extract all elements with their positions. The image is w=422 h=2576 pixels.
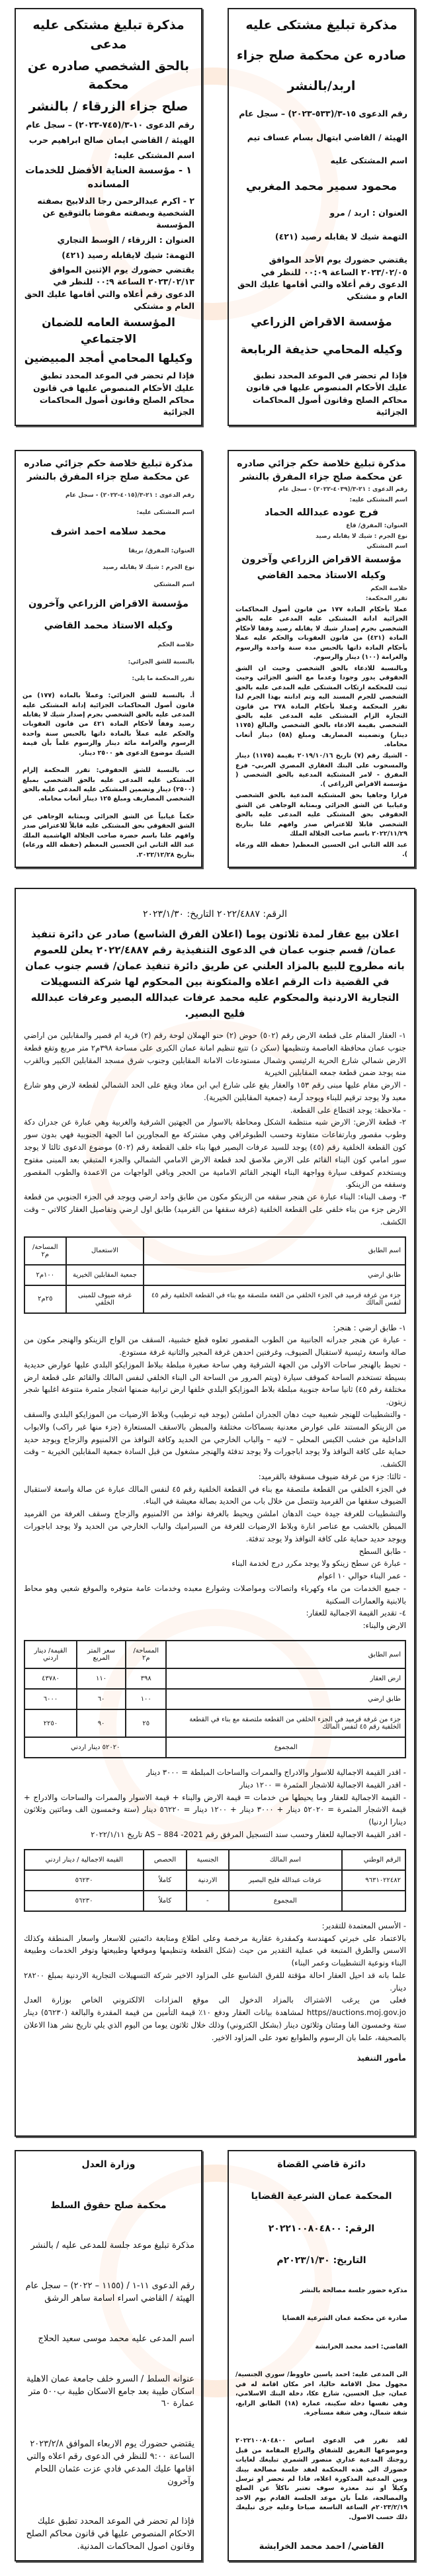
auction-paragraph: ٤- تقدير القيمة الاجمالية للعقار: — [306, 1608, 406, 1618]
notice-text: التهمة: شيك لايقابله رصيد (٤٢١) — [62, 249, 194, 260]
table-row — [24, 1891, 405, 1911]
notice-text: فإذا لم تحضر في الموعد المحدد تطبق عليك الأحكام المنصوص عليها في قانون محاكم الصلح وقانون أصول المحاكمات الجزائية — [246, 370, 407, 417]
auction-paragraph: ١- طابق ارضي : هنجر: — [333, 1322, 406, 1332]
notice-text: العنوان: المفرق/ قاع — [346, 522, 407, 529]
table-row — [24, 1689, 405, 1709]
notice-text: نوع الجرم : شيك لا يقابله رصيد — [103, 564, 194, 572]
notice-text: رقم الدعوى : ٢١-٣/(٤٠٣٩-٢٠٢٢) - سجل عام — [278, 486, 407, 493]
table-cell: كاملاً — [144, 1891, 187, 1911]
party-name: وكيلها المحامي أمجد المبيضين — [24, 352, 193, 366]
table-cell: سعر المتر المربع — [77, 1641, 126, 1668]
notice-text: دائرة قاضي القضاة — [277, 2159, 366, 2170]
table-row — [24, 1265, 405, 1285]
party-name: المؤسسة العامه للضمان الاجتماعي — [42, 316, 175, 347]
table-cell: ارض العقار — [166, 1668, 405, 1689]
table-cell: طابق ارضي — [144, 1265, 405, 1285]
table-header-row — [24, 1850, 405, 1870]
notice-title-line: صادره عن محكمة صلح جزاء — [236, 48, 407, 64]
party-name: مؤسسة الاقراض الزراعي — [251, 315, 392, 329]
notice-text: صادرة عن محكمة عمان الشرعية القضايا — [282, 2315, 407, 2323]
table-cell — [342, 1891, 405, 1911]
table-cell: اسم الطابق — [166, 1641, 405, 1668]
auction-paragraph: - تحيط بالهنجر ساحات الاولى من الجهة الشرقية وهي ساحة صغيرة مبلطة ببلاط الموزايكو البلدي عليها عوارض حديدية بسيطة تستخدم الساحة كموقف سيارة (ويتم المرور من الساحة الى البناء الخلفي لنفس المالك والقائم على قطعة ارض مختلفة رقم ٤٥) ثانيا ساحة جنوبية مبلطة بلاط الموزايكو البلدي خلفها ارض ترابية ضمنها اشجار مثمرة متنوعة اغلبها شجر زيتون. — [24, 1359, 407, 1407]
table-cell: ٢٢٥٠ — [24, 1709, 77, 1737]
floors-usage-table — [24, 1236, 406, 1314]
notice-title-line: مذكرة تبليغ خلاصة حكم جزائي صادره عن محكمة صلح جزاء المفرق بالنشر — [237, 458, 406, 482]
auction-reference: الرقم: ٢٠٢٢/٤٨٨٧ التاريخ: ٢٠٢٣/١/٣٠ — [143, 909, 287, 920]
party-name: فرج عوده عبدالله الحماد — [265, 507, 378, 519]
owners-table — [24, 1849, 406, 1912]
notice-text: رقم الدعوى ١١-١ / (١١٥٥ – ٢٠٢٢) – سجل عام الهيئة / القاضي اسراء اسامة ساهر الرشق — [25, 2281, 194, 2304]
valuation-table — [24, 1640, 406, 1758]
party-name: مؤسسة الاقراض الزراعي وآخرون — [241, 554, 401, 566]
table-cell: المساحة/م٢ — [24, 1237, 66, 1265]
notice-text: اسم المشتكى عليه — [330, 155, 407, 166]
notice-text: خلاصة الحكم — [157, 642, 194, 649]
notice-text: عنوانه السلط / السرو خلف جامعة عمان الاهلية اسكان طيبة بعد جامع الاسكان طيبة ب٥٠٠ متر عمارة ٦٠ — [26, 2374, 194, 2409]
auction-paragraph: - عبارة عن هنجر جدرانه الجانبية من الطوب المقصور تعلوه قطع خشبية، السقف من الواح الزينكو والهنجر مكون من صالة واسعة رئيسية لاستقبال الضيوف، وغرفتين احدهن غرفة المجير والثانية غرفة مستودع. — [24, 1335, 406, 1357]
auction-paragraph: - طابق السطح — [359, 1546, 406, 1556]
notice-title-line: اربد/بالنشر — [287, 79, 356, 94]
auction-paragraph: ١- العقار المقام على قطعة الارض رقم (٥٠٢) حوض (٢) حنو الهملان لوحة رقم (٢) قرية ام قصير والمقابلين من اراضي جنوب عمان محافظة العاصمة وتنظيمها (سكن د) تتبع تنظيم امانة عمان الكبرى على مساحة ٣٩٨م٢ متر مربع وتقع قطعة الارض شمالي شارع الحرية الرئيسي وشمال مستودعات الامانة المقابلين وجنوب شرق مسجد المقابلين الكبير وبالقرب منه يوجد ضمن قطعة جمعه المقابلين الخيرية — [24, 1031, 406, 1078]
party-name: مؤسسة الاقراض الزراعي وآخرون — [28, 598, 189, 609]
auction-paragraph: - الأسس المعتمدة للتقدير: — [321, 1920, 406, 1930]
notice-text: الهيئة / القاضي ايمان صالح ابراهيم حرب — [28, 134, 194, 145]
auction-paragraph: - عمر البناء حوالي ١٠ اعوام — [317, 1571, 406, 1581]
notice-text: المحكمة عمان الشرعية القضايا — [251, 2191, 392, 2202]
auction-paragraph: - ملاحظة: يوجد اقتطاع على القطعة. — [290, 1105, 406, 1115]
table-row — [24, 1668, 405, 1689]
table-cell: الجنسية — [187, 1850, 229, 1870]
auction-paragraph: علما بانه قد احيل العقار احالة مؤقتة للفرق الشاسع على المزاود الاخير شركة التسهيلات التجارية الاردنية بمبلغ ٢٨٢٠٠ دينار. — [24, 1970, 406, 1993]
notice-text: وزارة العدل — [81, 2159, 136, 2170]
table-cell: ٢٥م٢ — [24, 1285, 66, 1313]
notice-text: يقتضي حضورك يوم الأحد الموافق ٢٠٢٣/٠٢/٠٥ الساعة ٠٠:٠٩ للنظر في الدعوى رقم أعلاه والتي أقامها عليك الحق العام و مشتكي — [237, 255, 407, 301]
auction-paragraph: بالاعتماد على خبرتي كمهندسة وكمقدرة عقارية مرخصة وعلى اطلاع ومتابعة دائمتين للاسعار واسعار المنطقة وكذلك الاسس والطرق المتبعة في عملية التقدير من حيث (شكل القطعة وتنظيمها وموقعها وطبيعتها وتوفر الخدمات وطبيعة البناء ونوعية التشطيبات وعمر البناء) — [24, 1933, 406, 1968]
notice-irbid-court — [228, 8, 415, 426]
auction-paragraph: الارض والبناء: — [362, 1621, 406, 1631]
notices-row-2 — [0, 450, 422, 868]
notice-text: اسم المدعى عليه محمد موسى سعيد الحلاج — [38, 2333, 194, 2344]
auction-paragraph: ٣- وصف البناء: البناء عبارة عن هنجر سقفه من الزينكو مكون من طابق واحد ارضي ويوجد في الجزء الجنوبي من قطعة الارض جزء من بناء خلفي على القطعة الخلفية (غرفة سقفها من القرميد) طابق اول ارضي وتفاصيل العقار كالاتي – وقت الكشف. — [24, 1192, 406, 1226]
auction-paragraph: - اقدر القيمة الاجمالية للاشجار المثمرة = ١٢٠٠ دينار — [239, 1780, 406, 1789]
table-cell: القيمة الاجمالية / دينار اردني — [24, 1850, 144, 1870]
auction-paragraph: - اقدر القيمة الاجمالية للعقار وحسب سند التسجيل المرفق رقم 2021- AS – 884 تاريخ ٢٠٢٢/١/١١ — [91, 1829, 406, 1839]
party-name: محمد سلامه احمد اشرف — [50, 526, 167, 537]
notice-text: خلاصة الحكم — [370, 585, 407, 592]
notice-text: لقد تقرر في الدعوى اساس ٢٠٢٢١٠٠٨٠٤٨٠٠ وموضوعها التفريق للشقاق والنزاع المقامة من قبل زوجتك المدعية عذاري منصور الشمري تبليغك لغايات حضورك الى هذه المحكمة لعقد جلسة مصالحة بينك وبين المدعية المذكورة اعلاه، فاذا لم تحضر او ترسل وكيلاً او تبد معذرة سوف تعتبر ناكلاً عن الصلح والمصالحة، علماً بان موعد الجلسة القادم يوم الاحد ٢٠٢٣/٢/١٩م الساعة التاسعة صباحا وعليه جرى تبليغك ذلك حسب الاصول. — [235, 2437, 407, 2521]
party-name: وكيله الاستاذ محمد القاضي — [44, 621, 173, 632]
notice-text: رقم الدعوى : ٢١-٣/(٤٠١٥-٢٠٢٢) - سجل عام — [65, 492, 194, 499]
table-cell: جزء من غرفة قرميد في الجزء الخلفي من القطعة ملتصقة مع بناء في القطعة الخلفية رقم ٤٥ لنفس المالك — [166, 1709, 405, 1737]
auction-paragraph: - ثالثا: جزء من غرفة ضيوف مسقوفة بالقرميد: — [258, 1471, 406, 1481]
table-cell: طابق ارضي — [166, 1689, 405, 1709]
notice-text: يقتضي حضورك يوم الاربعاء الموافق ٢٠٢٣/٢/٨ الساعة ٩:٠٠ للنظر في الدعوى رقم اعلاه والتي اقامها عليك المدعي فادي عزت عثمان اللحام وآخرون — [26, 2439, 194, 2487]
notice-text: وبالنسبة للادعاء بالحق الشخصي وحيث ان الشق الحقوقي يدور وجودا وعدما مع الشق الجزائي وحيث ثبت للمحكمة ارتكاب المشتكى عليه المدعى عليه بالحق الشخصي للجرم المسند اليه وتم ادانته بهذا الجرم لذا تقرر المحكمة وعملا بأحكام المادة ٢٧٨ من قانون التجارة الزام المشتكى عليه المدعى عليه بالحق الشخصي بقيمة الادعاء بالحق الشخصي والبالغ (١١٧٥ دينار) وتضمينه المصاريف ومبلغ (٥٨) دينار أتعاب محاماة. — [235, 664, 407, 749]
table-cell: ٦٠ — [77, 1689, 126, 1709]
party-name: وكيله المحامي حذيفة الربابعة — [240, 343, 403, 357]
notice-text: ب. بالنسبة للشق الحقوقي: تقرر المحكمة إلزام المشتكى عليه المدعى عليه بالحق الشخصي بمبلغ (٢٥٠٠) دينار وتضمين المشتكى عليه المدعى عليه بالحق الشخصي المصاريف ومبلغ ١٢٥ دينار أتعاب محاماه. — [22, 767, 194, 803]
notice-text: يقتضي حضورك يوم الإثنين الموافق ٢٠٢٣/٠٢/١٣ الساعة ٠٠:٩ للنظر في الدعوى رقم أعلاه والتي أقامها عليك الحق العام و مشتكي — [24, 265, 194, 311]
table-cell: المجموع — [166, 1737, 405, 1758]
notice-title-line: مذكرة تبليغ خلاصة حكم جزائي صادره عن محكمة صلح جزاء المفرق بالنشر — [24, 458, 193, 482]
notice-title-line: مذكرة تبليغ مشتكى عليه مدعى — [32, 18, 185, 52]
table-cell: ٢٥ — [126, 1709, 166, 1737]
notice-salt-court — [15, 2150, 202, 2561]
notice-text: حكماً غيابياً عن الشق الجزائي وبمثابة الوجاهي عن الشق الحقوقي بحق المشتكى عليه قابلاً للاعتراض صدر وافهم علنا باسم حضرة صاحب الجلالة الهاشمية الملك عبد الله الثاني ابن الحسين المعظم (حفظه الله ورعاه) بتاريخ ٢٠٢٢/١٢/٢٨. — [22, 812, 194, 859]
notice-sharia-court-amman — [228, 2150, 415, 2561]
notice-text: عبد الله الثاني ابن الحسين المعظم( حفظه الله ورعاه ). — [235, 841, 407, 859]
notice-zarqa-court — [15, 8, 202, 426]
table-cell: الاردنية — [187, 1870, 229, 1891]
notice-text: العنوان: المفرق/ بريقا — [128, 548, 194, 555]
table-cell: الاستعمال — [66, 1237, 144, 1265]
notice-text: تقرر المحكمة: — [365, 595, 407, 603]
auction-paragraph: - جميع الخدمات من ماء وكهرباء واتصالات ومواصلات وشوارع معبده وخدمات عامة متوفره والموقع شعبي وهو محاط بالابنية والعمارات السكنية — [24, 1583, 406, 1606]
notice-text: الرقم: ٢٠٢٢١٠٠٨٠٤٨٠٠ — [268, 2223, 375, 2234]
auction-headline: اعلان بيع عقار لمدة ثلاثون يوما (اعلان الفرق الشاسع) صادر عن دائرة تنفيذ عمان/ قسم جنوب عمان في الدعوى التنفيذية رقم ٢٠٢٢/٤٨٨٧ يعلن للعموم بانه مطروح للبيع بالمزاد العلني عن طريق دائرة تنفيذ عمان/ قسم جنوب عمان في القضية ذات الرقم اعلاه والمتكونة بين المحكوم لها شركة التسهيلات التجارية الاردنية والمحكوم عليه محمد عرفات عبدالله البصير وعرفات عبدالله فليح البصير. — [25, 928, 405, 1019]
table-cell: ٤٣٧٨٠ — [24, 1668, 77, 1689]
notice-text: أ. بالنسبة للشق الجزائي: وعملاً بالمادة (١٧٧) من قانون أصول المحاكمات الجزائية إدانة المشتكى عليه المدعى عليه بالحق الشخصي بجرم إصدار شيك لا يقابله رصيد وفقاً لأحكام المادة ٤٢١ من قانون العقوبات والحكم عليه عملاً بالمادة ذاتها بالحبس سنة واحدة الرسوم والغرامة مائة دينار والرسوم علماً بأن قيمة الشيك موضوع الدعوى هو ٢٥٠٠ دينار. — [22, 692, 194, 757]
notice-text: فإذا لم تحضر في الموعد المحدد تطبق عليك الأحكام المنصوص عليها في قانون محاكم الصلح وقانون أصول المحاكمات الجزائية — [33, 370, 194, 417]
table-row — [24, 1870, 405, 1891]
table-cell: جزء من غرفة قرميد في الجزء الخلفي من القعة ملتصقة مع بناء في القطعة الخلفية رقم ٤٥ لنفس المالك — [144, 1285, 405, 1313]
table-cell: ٥٦٢٣٠ — [24, 1891, 144, 1911]
notice-text: نوع الجرم : شيك لا يقابله رصيد — [316, 533, 407, 540]
notice-text: رقم الدعوى ١٥-٣/(٥٣٣-٢٠٢٣) – سجل عام — [239, 108, 407, 118]
notice-text: مذكرة تبليغ موعد جلسة للمدعى عليه / بالنشر — [30, 2241, 194, 2251]
notice-text: فإذا لم تحضر في الموعد المحدد تطبق عليك الاحكام المنصوص عليها في قانون محاكم الصلح وقانون اصول المحاكمات المدنية. — [26, 2516, 194, 2552]
auction-paragraph: في الجزء الخلفي من القطعة ملتصقة مع بناء في القطعة الخلفية رقم ٤٥ لنفس المالك عبارة عن صالة واسعة لاستقبال الضيوف سقفها من القرميد وتتصل من خلال باب من الحديد بصالة معيشة في البناء. — [24, 1484, 406, 1506]
table-cell: الرقم الوطني — [342, 1850, 405, 1870]
table-cell: ١٠٠ — [126, 1689, 166, 1709]
notice-text: العنوان : اربد / مرو — [329, 207, 407, 218]
notice-text: الهيئة / القاضي ابتهال بسام عساف تيم — [247, 132, 407, 142]
notice-text: اسم المشتكى عليه: — [349, 496, 407, 503]
notice-text: اسم المشتكي — [153, 581, 194, 588]
notice-mafraq-judgment-1 — [228, 450, 415, 868]
notice-text: القاضي/ احمد محمد الخرابشة — [259, 2542, 384, 2552]
auction-paragraph: ٢- قطعة الارض: الارض شبه منتظمة الشكل ومحاطة بالاسوار من الجهتين الشرقية والغربية وهي عبارة عن جدران دكة وطوب مقصور وبارتفاعات متفاوتة وحسب الطبوغرافي وهي مشتركة مع المجاورين اما الجهة الجنوبية فهي بدون سور كون القطعة الخلفية رقم (٤٥) يوجد للسيد عرفات البصير فيها بناء خلف القطعة رقم (٥٠٢) موضوع الدعوى ثالثا لا يوجد سور امامي كون البناء القائم على الارض ملاصق لحد قطعة الارض الامامي الشمالي والجزء المتبقي بعد المبنى مفتوح ويستخدم كموقف سيارة وواجهة البناء الهنجر القائم الامامية من الحجر وباقي الواجهات من الاعمدة والطوب المقصور وسقفه من الزينكو. — [24, 1117, 406, 1189]
auction-paragraph: - القيمة الاجمالية للعقار وما يحيطها من خدمات = قيمة الارض والبناء + قيمة الاسوار والممرات والساحات والادراج + قيمة الاشجار المثمرة = ٥٢٠٢٠ دينار + ٣٠٠٠ دينار + ١٢٠٠ دينار = ٥٦٢٢٠ دينار (ستة وخمسون الف ومائتين وثلاثون دينارا اردنيا) — [24, 1792, 406, 1827]
notice-text: بالنسبة للشق الجزائي: — [128, 658, 194, 665]
table-cell: اسم المالك — [229, 1850, 342, 1870]
party-name: محمود سمير محمد المغربي — [245, 180, 398, 194]
table-total-row — [24, 1737, 405, 1758]
notice-mafraq-judgment-2 — [15, 450, 202, 868]
notice-text: مذكرة حضور جلسة مصالحة بالنشر — [300, 2286, 407, 2294]
notice-text: اسم المشتكي — [366, 543, 407, 550]
table-cell: ١٠٠م٢ — [24, 1265, 66, 1285]
notice-text: اسم المشتكى عليه: — [114, 150, 194, 160]
table-cell: ٥٢٠٢٠ دينار اردني — [24, 1737, 166, 1758]
party-name: وكيله الاستاذ محمد القاضي — [257, 570, 386, 581]
notice-text: اسم المشتكى عليه: — [136, 509, 194, 516]
auction-paragraph: - عبارة عن سطح زينكو ولا يوجد مكرر درج لخدمة البناء — [232, 1559, 406, 1568]
table-row — [24, 1285, 405, 1313]
notice-text: القاضي: احمد محمد الخرابشة — [315, 2342, 407, 2350]
table-cell: المساحة/م٢ — [126, 1641, 166, 1668]
table-cell: ٣٩٨ — [126, 1668, 166, 1689]
notice-text: رقم الدعوى ١٠-٣/(٧٤٥-٢٠٢٣) – سجل عام — [26, 120, 194, 130]
table-header-row — [24, 1641, 405, 1668]
table-cell: عرفات عبدالله فليح البصير — [229, 1870, 342, 1891]
table-cell: جمعية المقابلين الخيرية — [66, 1265, 144, 1285]
notice-text: تقرر المحكمة ما يلي: — [132, 675, 194, 682]
notices-row-3 — [0, 2150, 422, 2561]
notice-text: التاريخ: ٢٠٢٣/١/٣٠م — [276, 2255, 366, 2266]
auction-paragraph: فعلى من يرغب الاشتراك بالمزاد الدخول الى موقع المزادات الالكتروني الخاص بوزارة العدل https//auctions.moj.gov.jo لمشاهدة بيانات العقار ودفع ١٠٪ قيمة التأمين من قيمة المقدرة والبالغة (٥٦٢٣٠) دينار ستة وخمسون الفا ومئتان وثلاثون دينار (بشكل الكتروني) وذلك خلال ثلاثون يوما من اليوم الذي يلي تاريخ نشر هذا الاعلان بالصحيفة، علما بان الرسوم والطوابع تعود على المزاود الاخير. — [24, 1995, 407, 2042]
table-cell: اسم الطابق — [144, 1237, 405, 1265]
table-cell: ٥٦٢٣٠ — [24, 1870, 144, 1891]
notice-text: العنوان : الزرقاء / الوسط التجاري — [57, 234, 194, 245]
table-cell: - — [187, 1891, 229, 1911]
table-cell: كاملاً — [144, 1870, 187, 1891]
table-cell: ٦٠٠٠ — [24, 1689, 77, 1709]
table-cell: ١١٠ — [77, 1668, 126, 1689]
auction-paragraph: والتشطيبات للغرفة جيدة حيث الدهان املشن ويحيط بالغرفة نوافذ من الالمنيوم والزجاج وسقف الغرفة من القرميد المبطن بالخشب مع عناصر انارة وبلاط الارضيات للغرفة من السيراميك والباب الخارجي من الحديد ولا يوجد اباجورات ويوجد حديد حماية على كافة النوافذ ولا يوجد تدفئة. — [24, 1509, 406, 1543]
table-row — [24, 1709, 405, 1737]
auction-paragraph: - الارض مقام عليها مبنى رقم ١٥٣ والعقار يقع على شارع ابي ابن معاذ ويقع على الحد الشمالي لقطعة لارض وهو شارع معبد ولا يوجد ترقيم للبناء ويوجد آرمة (جمعية المقابلين الخيرية). — [24, 1080, 407, 1102]
table-cell: ٩٦٣١٠٢٢٤٨٢ — [342, 1870, 405, 1891]
auction-paragraph: - اقدر القيمة الاجمالية للاسوار والادراج والممرات والساحات المبلطة = ٣٠٠٠ دينار — [146, 1768, 406, 1778]
notice-text: الى المدعى عليه: احمد ياسين حاووط/ سوري الجنسية/ مجهول محل الاقامة حاليا، اخر مكان اقامة له في عمان، جبل الحسين، شارع عكا، دخلة البنك الاسلامي، وهي نفسها دخلة سكينة، عمارة (١٨) الطابق الرابع، شقة شمال، وهي شقة مستأجرة. — [235, 2371, 407, 2417]
notice-text: قرارا وجاهيا بحق المشتكية المدعية بالحق الشخصي وغيابيا عن الشق الجزائي وبمثابة الوجاهي عن الشق الحقوقي بحق المشتكى عليه المدعى عليه بالحق الشخصي قابلا للاعتراض صدر وافهم علنا بتاريخ ٢٠٢٢/١١/٢٩ باسم صاحب الجلالة الملك — [235, 792, 407, 837]
party-name: ١ - مؤسسة العناية الأفضل للخدمات المسانده — [25, 165, 192, 191]
auction-paragraph: - والتشطيبات للهنجر شعبية حيث دهان الجدران املشن (يوجد فيه ترطيب) وبلاط الارضيات من الموزايكو البلدي والسقف من الزينكو المستند على عوارض معدنية بسماكات مختلفة والمبطن بالاسقف المستعارة (جزء منها غير راكب) والابواب الداخلية من خشب الكبس المحلي – لاتيه – والباب الخارجي من الحديد وكافة النوافذ من الالمنيوم والزجاج ويوجد حديد حماية على كافة النوافذ ولا يوجد اباجورات ولا يوجد تدفئة والهنجر مشغول من قبل السادة جمعية المقابلين الخيرية – وقت الكشف. — [24, 1409, 406, 1469]
notice-title-line: بالحق الشخصي صادره عن محكمة — [27, 58, 190, 93]
notice-title-line: صلح جزاء الزرقاء / بالنشر — [28, 99, 189, 114]
table-header-row — [24, 1237, 405, 1265]
notice-text: التهمة شيك لا يقابله رصيد (٤٢١) — [274, 231, 407, 241]
table-cell: القيمة/ دينار اردني — [24, 1641, 77, 1668]
property-auction-notice — [15, 888, 415, 2137]
table-cell: غرفة ضيوف للمبنى الخلفي — [66, 1285, 144, 1313]
signature: مأمور التنفيذ — [357, 2053, 406, 2063]
table-cell: ٩٠ — [77, 1709, 126, 1737]
notice-text: ٢ - اكرم عبدالرحمن رجا الدلابيح بصفته الشخصية وبصفته مفوضا بالتوقيع عن المؤسسة — [37, 195, 194, 230]
table-cell: المجموع — [229, 1891, 342, 1911]
notice-text: - الشيك رقم (٧) تاريخ ٢٠١٩/١٠/١٦ بقيمة (١١٧٥) دينار والمسحوب على البنك العقاري المصري العربي– فرع المفرق - لامر المشتكية المدعية بالحق الشخصي ( مؤسسة الاقراض الزراعي ). — [235, 752, 408, 789]
notice-text: محكمة صلح حقوق السلط — [50, 2200, 167, 2211]
notice-title-line: مذكرة تبليغ مشتكى عليه — [245, 18, 398, 32]
notice-text: عملا بأحكام المادة ١٧٧ من قانون أصول المحاكمات الجزائية ادانة المشتكى عليه المدعى عليه بالحق الشخصي بجرم إصدار شيك لا يقابله رصيد وفقا لأحكام المادة (٤٢١) من قانون العقوبات والحكم عليه عملا بأحكام المادة ذاتها بالحبس مدة سنة واحدة والرسوم والغرامة (١٠٠) دينار والرسوم. — [235, 605, 407, 661]
notices-row-1 — [0, 8, 422, 426]
table-cell: الحصص — [144, 1850, 187, 1870]
